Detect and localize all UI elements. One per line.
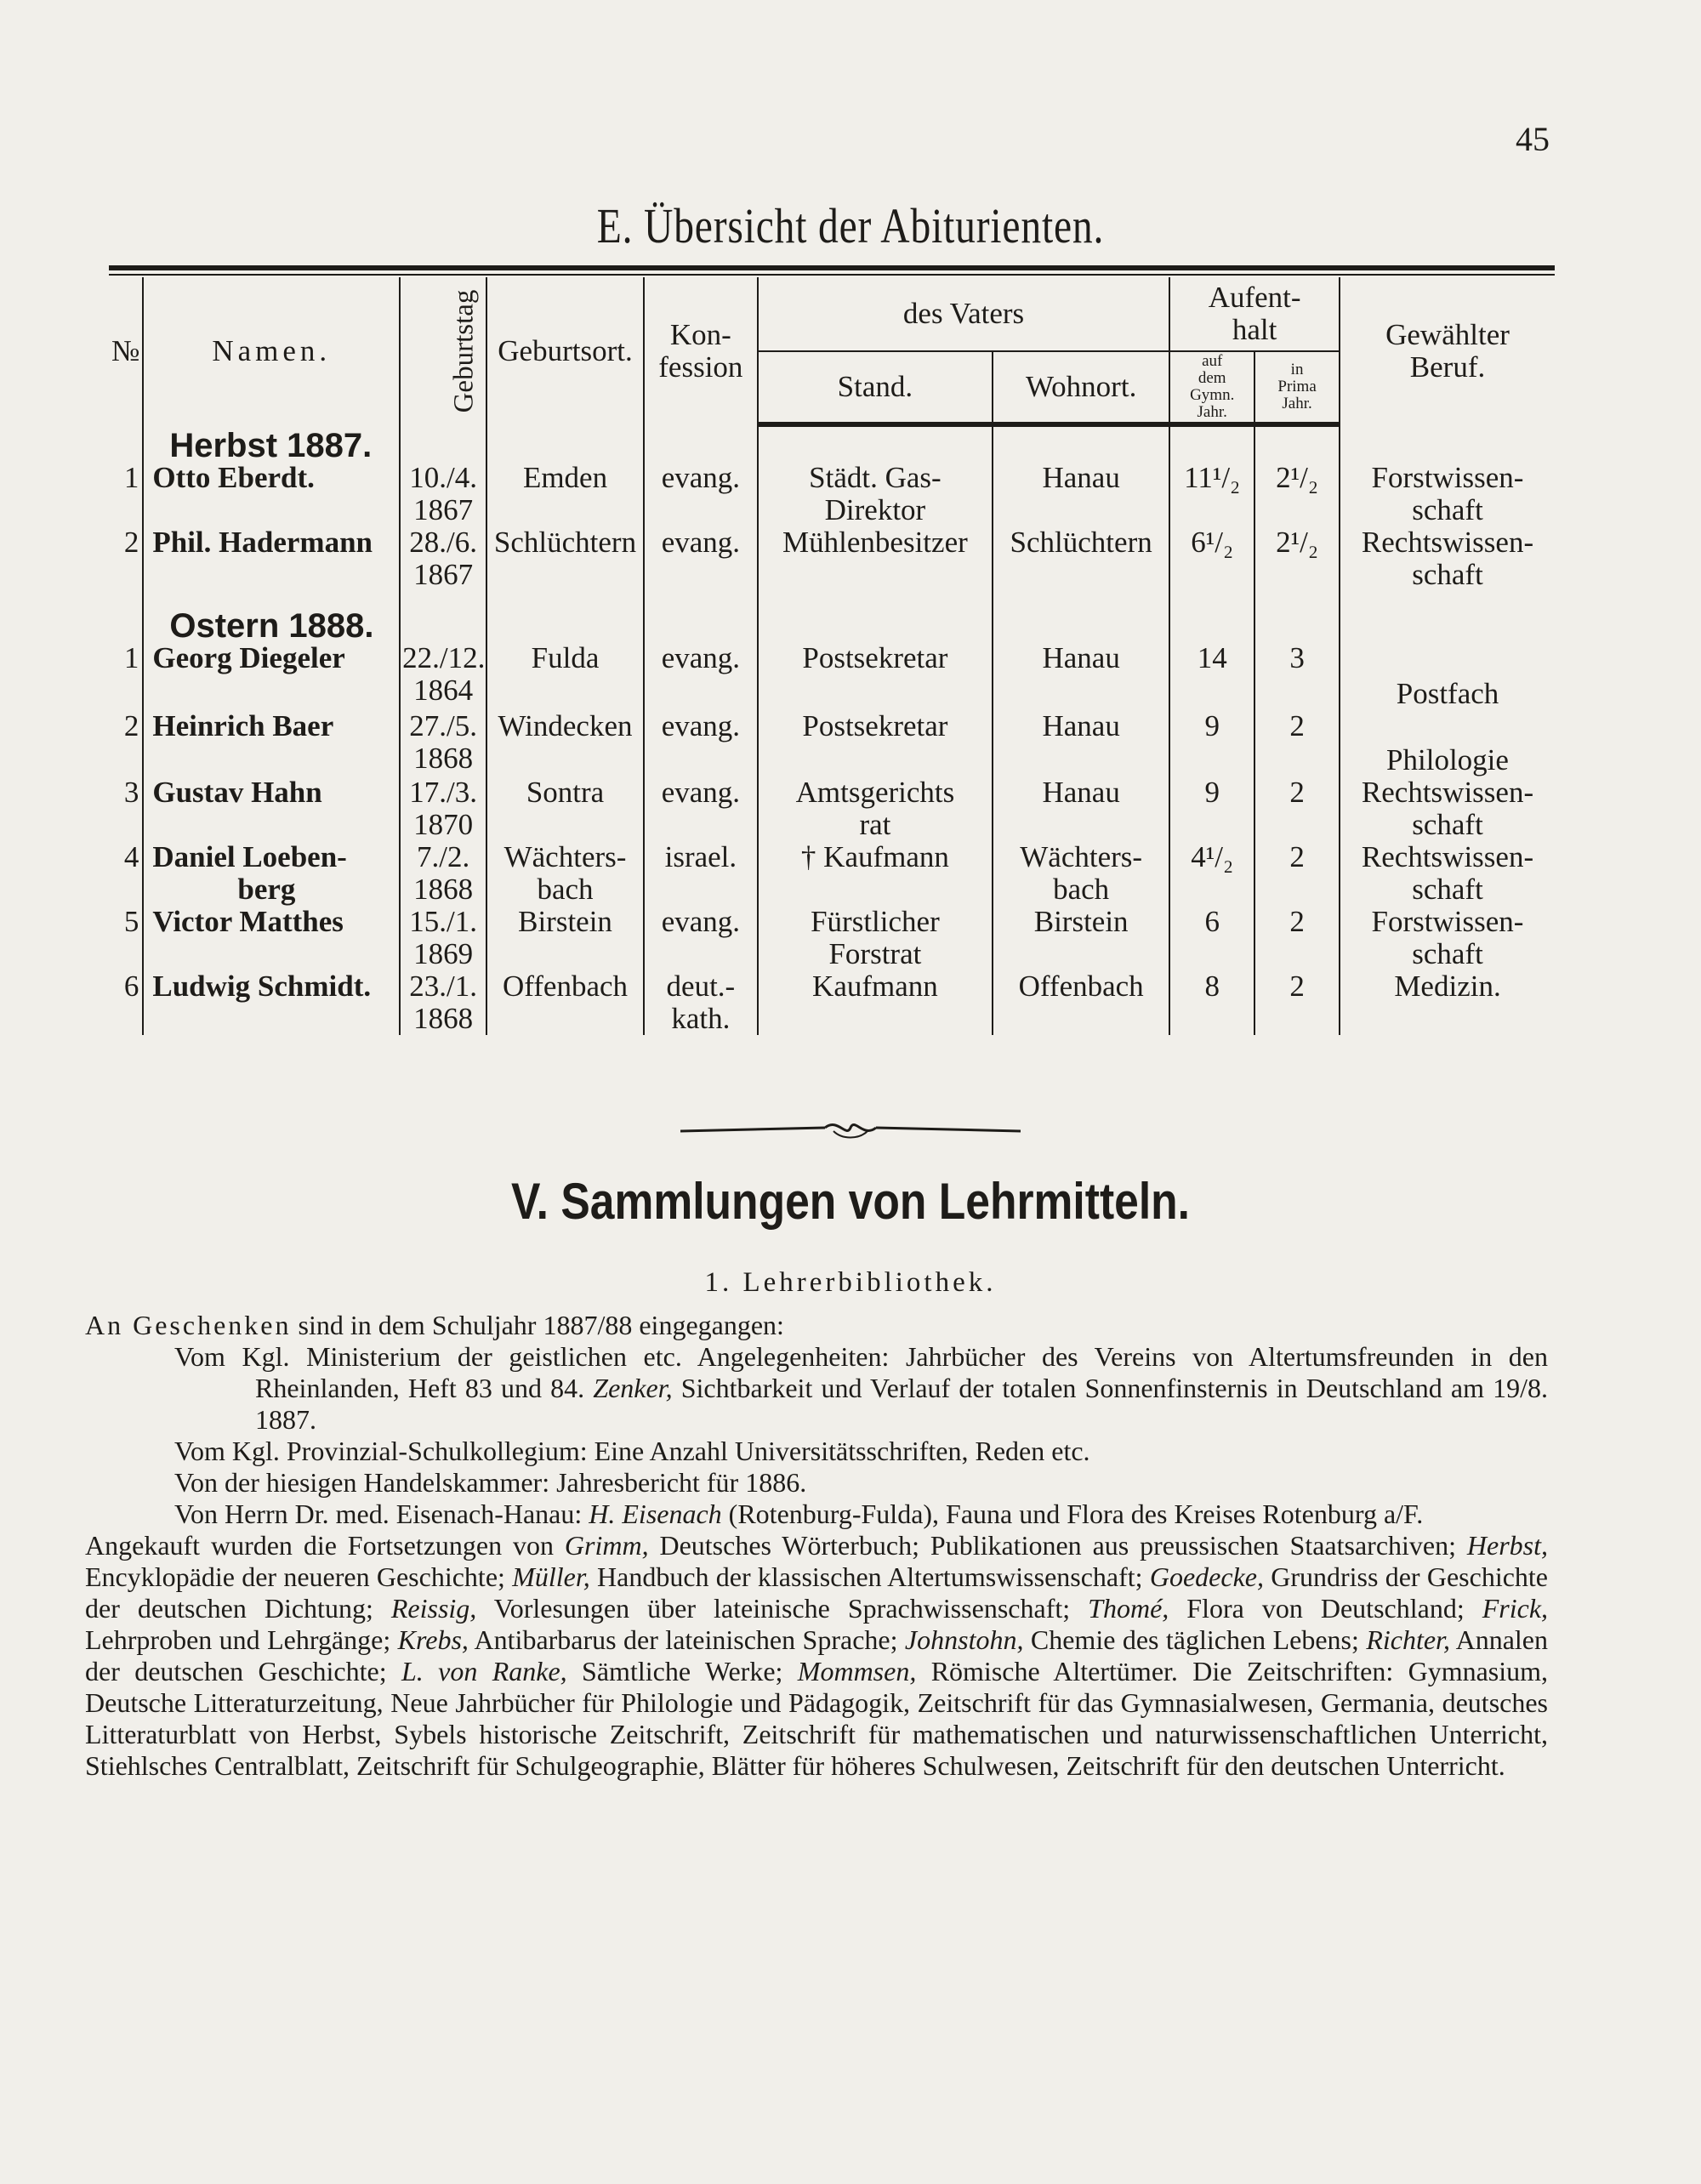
cell-confession: evang. (644, 526, 758, 591)
table-top-rule-thin (109, 274, 1555, 276)
empty-cell (993, 591, 1169, 642)
career-line2: schaft (1412, 493, 1483, 526)
cell-father-stand: Mühlenbesitzer (758, 526, 993, 591)
gift-4-text-b: (Rotenburg-Fulda), Fauna und Flora des Kreises Rotenburg a/F. (721, 1499, 1424, 1529)
cell-stay-prima: 2 (1254, 841, 1340, 906)
purchase-text: Chemie des täglichen Lebens; (1023, 1624, 1367, 1655)
empty-cell (758, 591, 993, 642)
cell-birthday (400, 526, 486, 591)
empty-cell (1254, 424, 1340, 462)
cell-career (1340, 462, 1555, 526)
purchase-author: Müller, (512, 1561, 590, 1592)
birthday-year: 1867 (413, 558, 474, 591)
cell-nr: 6 (123, 970, 139, 1003)
empty-cell (400, 591, 486, 642)
cell-father-wohnort: Hanau (993, 776, 1169, 841)
cell-confession (644, 970, 758, 1035)
header-father: des Vaters (758, 277, 1169, 351)
semester-ostern-nr-cell (109, 591, 143, 642)
cell-stay-gym: 8 (1169, 970, 1254, 1035)
cell-nr: 2 (123, 526, 139, 559)
header-stay (1169, 277, 1340, 351)
table-row (109, 970, 1555, 1035)
purchase-text: Angekauft wurden die Fortsetzungen von (85, 1530, 565, 1561)
empty-cell (1169, 591, 1254, 642)
table-row (109, 710, 1555, 776)
cell-father-stand: Kaufmann (758, 970, 993, 1035)
career-line1: Rechtswissen- (1361, 776, 1534, 809)
cell-father-stand: Postsekretar (758, 710, 993, 776)
career-line1: Rechtswissen- (1361, 526, 1534, 559)
birthday-year: 1868 (413, 1002, 474, 1035)
table-header-row (109, 277, 1555, 351)
header-stay-line2: halt (1232, 313, 1277, 346)
cell-birthday (400, 906, 486, 970)
header-stay-gymnasium (1169, 351, 1254, 424)
table-row (109, 776, 1555, 841)
cell-father-wohnort: Schlüchtern (993, 526, 1169, 591)
gift-4-author: H. Eisenach (589, 1499, 722, 1529)
cell-name (143, 841, 400, 906)
cell-birthplace: Emden (486, 462, 644, 526)
cell-nr: 3 (123, 776, 139, 809)
cell-nr: 1 (123, 641, 139, 674)
header-career-line1: Gewählter (1385, 317, 1510, 351)
purchase-text: Antibarbarus der lateinischen Sprache; (468, 1624, 905, 1655)
cell-name: Otto Eberdt. (143, 462, 400, 526)
cell-father-wohnort: Birstein (993, 906, 1169, 970)
career-line1: Rechtswissen- (1361, 840, 1534, 873)
cell-father-wohnort: Offenbach (993, 970, 1169, 1035)
ornament-line-left (680, 1128, 825, 1131)
empty-cell (1169, 424, 1254, 462)
birthplace-line2: bach (537, 873, 594, 906)
purchase-author: Grimm, (564, 1530, 649, 1561)
career-line1: Forstwissen- (1371, 905, 1524, 938)
stand-line2: rat (859, 808, 891, 841)
header-birthplace: Geburtsort. (486, 277, 644, 424)
stand-line1: Fürstlicher (811, 905, 940, 938)
header-gym-4: Jahr. (1197, 403, 1227, 421)
ornament-flourish-lower (833, 1131, 868, 1138)
gift-eisenach (85, 1499, 1548, 1530)
wohnort-line1: Wächters- (1020, 840, 1143, 873)
purchase-author: Frick, (1482, 1593, 1549, 1624)
birthday-year: 1864 (413, 674, 474, 707)
header-gym-3: Gymn. (1190, 386, 1235, 404)
page-number: 45 (1516, 120, 1550, 158)
cell-career (1340, 526, 1555, 591)
purchase-text: Römische Altertümer. Die Zeitschriften: Gymnasium, Deutsche Litteraturzeitung, Neue Jahrbücher für Philologie und Pädagogik, Zeitschrift für das Gymnasialwesen, Germania, deutsches Litteraturblatt von Herbst, Sybels historische Zeitschrift, Zeitschrift für mathematischen und naturwissenschaftlichen Unterricht, Stiehlsches Centralblatt, Zeitschrift für Schulgeographie, Blätter für höheres Schulwesen, Zeitschrift für den deutschen Unterricht. (85, 1656, 1549, 1781)
career-line2: schaft (1412, 808, 1483, 841)
header-confession-line1: Kon- (669, 317, 731, 351)
cell-stay-prima: 2 (1254, 710, 1340, 776)
cell-stay-prima: 2 (1254, 906, 1340, 970)
cell-name: Ludwig Schmidt. (143, 970, 400, 1035)
cell-birthplace (486, 841, 644, 906)
cell-father-wohnort: Hanau (993, 462, 1169, 526)
birthday-day: 17./3. (409, 776, 477, 809)
cell-birthplace: Sontra (486, 776, 644, 841)
cell-father-wohnort: Hanau (993, 642, 1169, 710)
semester-herbst-label: Herbst 1887. (143, 424, 400, 462)
cell-father-wohnort: Hanau (993, 710, 1169, 776)
empty-cell (400, 424, 486, 462)
empty-cell (486, 424, 644, 462)
header-birthday-text: Geburtstag (448, 289, 480, 413)
semester-row-ostern (109, 591, 1555, 642)
empty-cell (993, 424, 1169, 462)
cell-stay-gym: 11¹/₂ (1169, 462, 1254, 526)
cell-birthplace: Offenbach (486, 970, 644, 1035)
table-row (109, 462, 1555, 526)
stand-line2: Direktor (824, 493, 926, 526)
gift-handelskammer: Von der hiesigen Handelskammer: Jahresbericht für 1886. (174, 1467, 807, 1498)
section-e-title: E. Übersicht der Abiturienten. (596, 198, 1105, 253)
purchase-author: Mommsen, (797, 1656, 917, 1686)
cell-birthday (400, 970, 486, 1035)
ornament-divider (680, 1116, 1021, 1146)
table-top-rule (109, 265, 1555, 270)
cell-stay-gym: 9 (1169, 776, 1254, 841)
cell-birthday (400, 462, 486, 526)
cell-father-stand: † Kaufmann (758, 841, 993, 906)
stand-line1: Städt. Gas- (809, 461, 942, 494)
cell-stay-prima: 2 (1254, 970, 1340, 1035)
purchase-text: Lehrproben und Lehrgänge; (85, 1624, 398, 1655)
birthday-day: 10./4. (409, 461, 477, 494)
ornament-line-right (876, 1128, 1021, 1131)
purchase-author: Goedecke, (1149, 1561, 1264, 1592)
cell-confession: israel. (644, 841, 758, 906)
cell-nr: 5 (123, 905, 139, 938)
empty-cell (486, 591, 644, 642)
gift-1-author: Zenker, (593, 1373, 673, 1403)
career-line2: schaft (1412, 558, 1483, 591)
purchase-text: Deutsches Wörterbuch; Publikationen aus preussischen Staatsarchiven; (648, 1530, 1467, 1561)
cell-stay-gym: 6 (1169, 906, 1254, 970)
birthday-year: 1868 (413, 742, 474, 775)
header-nr: № (111, 333, 140, 367)
cell-stay-gym: 9 (1169, 710, 1254, 776)
header-birthday (400, 277, 486, 424)
purchase-text: Annalen der deutschen Geschichte; (85, 1624, 1549, 1686)
cell-stay-gym: 4¹/₂ (1169, 841, 1254, 906)
intro-emphasis: An Geschenken (85, 1310, 292, 1340)
header-prima-2: Prima (1277, 378, 1317, 395)
stand-line1: Amtsgerichts (795, 776, 955, 809)
cell-name: Georg Diegeler (143, 642, 400, 710)
empty-cell (1340, 424, 1555, 462)
cell-nr: 1 (123, 461, 139, 494)
header-stay-prima (1254, 351, 1340, 424)
cell-birthplace: Birstein (486, 906, 644, 970)
semester-ostern-label: Ostern 1888. (143, 591, 400, 642)
gift-4-text-a: Von Herrn Dr. med. Eisenach-Hanau: (174, 1499, 589, 1529)
cell-birthplace: Schlüchtern (486, 526, 644, 591)
purchase-text: Grundriss der Geschichte der deutschen Dichtung; (85, 1561, 1549, 1624)
purchase-author: Krebs, (397, 1624, 469, 1655)
confession-line2: kath. (671, 1002, 731, 1035)
career-line2: schaft (1412, 873, 1483, 906)
header-father-stand: Stand. (758, 351, 993, 424)
table-body (109, 424, 1555, 1035)
empty-cell (1340, 591, 1555, 642)
purchase-text: Sämtliche Werke; (566, 1656, 798, 1686)
empty-cell (644, 424, 758, 462)
cell-career (1340, 906, 1555, 970)
birthday-day: 23./1. (409, 970, 477, 1003)
cell-name: Victor Matthes (143, 906, 400, 970)
cell-father-stand (758, 462, 993, 526)
purchase-text: Encyklopädie der neueren Geschichte; (85, 1561, 513, 1592)
cell-birthday (400, 776, 486, 841)
cell-confession: evang. (644, 462, 758, 526)
cell-career: Postfach (1340, 642, 1555, 710)
purchase-author: Johnstohn, (904, 1624, 1024, 1655)
header-prima-3: Jahr. (1282, 395, 1312, 412)
cell-father-wohnort (993, 841, 1169, 906)
wohnort-line2: bach (1053, 873, 1110, 906)
cell-birthplace: Fulda (486, 642, 644, 710)
cell-birthday (400, 642, 486, 710)
cell-confession: evang. (644, 642, 758, 710)
purchase-text: Flora von Deutschland; (1169, 1593, 1482, 1624)
header-career (1340, 277, 1555, 424)
purchase-author: Thomé, (1088, 1593, 1169, 1624)
purchase-paragraph (85, 1530, 1548, 1782)
table-row (109, 642, 1555, 710)
cell-confession: evang. (644, 906, 758, 970)
purchase-author: Reissig, (390, 1593, 477, 1624)
header-confession (644, 277, 758, 424)
cell-stay-gym: 14 (1169, 642, 1254, 710)
cell-father-stand: Postsekretar (758, 642, 993, 710)
intro-paragraph (85, 1310, 1548, 1341)
purchase-text: Vorlesungen über lateinische Sprachwissenschaft; (476, 1593, 1089, 1624)
table-row (109, 841, 1555, 906)
stand-line2: Forstrat (828, 937, 922, 970)
cell-stay-gym: 6¹/₂ (1169, 526, 1254, 591)
cell-confession: evang. (644, 710, 758, 776)
header-stay-line1: Aufent- (1208, 281, 1301, 314)
abiturienten-table (109, 277, 1555, 1035)
header-gym-1: auf (1202, 352, 1223, 370)
cell-nr: 4 (123, 840, 139, 873)
cell-career: Philologie (1340, 710, 1555, 776)
purchase-text: Handbuch der klassischen Altertumswissenschaft; (589, 1561, 1150, 1592)
header-name: Namen. (143, 277, 400, 424)
purchase-author: L. von Ranke, (401, 1656, 567, 1686)
cell-father-stand (758, 776, 993, 841)
cell-name: Phil. Hadermann (143, 526, 400, 591)
birthday-day: 7./2. (416, 840, 470, 873)
empty-cell (1254, 591, 1340, 642)
birthday-day: 22./12. (402, 641, 486, 674)
cell-stay-prima: 2 (1254, 776, 1340, 841)
birthday-year: 1868 (413, 873, 474, 906)
table-row (109, 906, 1555, 970)
header-prima-1: in (1290, 361, 1304, 378)
birthday-day: 27./5. (409, 709, 477, 742)
header-career-line2: Beruf. (1409, 350, 1486, 384)
career-line1: Forstwissen- (1371, 461, 1524, 494)
cell-stay-prima: 3 (1254, 642, 1340, 710)
birthplace-line1: Wächters- (503, 840, 627, 873)
birthday-day: 15./1. (409, 905, 477, 938)
header-gym-2: dem (1198, 369, 1226, 387)
header-confession-line2: fession (658, 350, 743, 384)
birthday-year: 1867 (413, 493, 474, 526)
cell-nr: 2 (123, 709, 139, 742)
name-line1: Daniel Loeben- (152, 840, 347, 873)
semester-herbst-nr-cell (109, 424, 143, 462)
cell-career (1340, 776, 1555, 841)
semester-row-herbst (109, 424, 1555, 462)
name-line2: berg (237, 873, 296, 906)
purchase-author: Herbst, (1466, 1530, 1549, 1561)
birthday-year: 1869 (413, 937, 474, 970)
gift-1-text-a: Vom Kgl. Ministerium der geistlichen etc. Angelegenheiten: Jahrbücher des Vereins von Altertumsfreunden in den Rheinlanden, Heft 83 und 84. (174, 1341, 1548, 1403)
gift-ministerium (85, 1341, 1548, 1436)
table-row (109, 526, 1555, 591)
career-line2: schaft (1412, 937, 1483, 970)
cell-stay-prima: 2¹/₂ (1254, 462, 1340, 526)
cell-name: Gustav Hahn (143, 776, 400, 841)
birthday-year: 1870 (413, 808, 474, 841)
section-v-body (85, 1310, 1548, 1782)
header-father-wohnort: Wohnort. (993, 351, 1169, 424)
purchase-author: Richter, (1366, 1624, 1450, 1655)
cell-stay-prima: 2¹/₂ (1254, 526, 1340, 591)
subsection-title: 1. Lehrerbibliothek. (704, 1267, 997, 1298)
empty-cell (644, 591, 758, 642)
cell-career: Medizin. (1340, 970, 1555, 1035)
cell-name: Heinrich Baer (143, 710, 400, 776)
gift-1-text-b: Sichtbarkeit und Verlauf der totalen Sonnenfinsternis in Deutschland am 19/8. 1887. (255, 1373, 1548, 1435)
confession-line1: deut.- (666, 970, 736, 1003)
cell-father-stand (758, 906, 993, 970)
cell-birthday (400, 841, 486, 906)
cell-career (1340, 841, 1555, 906)
cell-birthplace: Windecken (486, 710, 644, 776)
gift-schulkollegium: Vom Kgl. Provinzial-Schulkollegium: Eine Anzahl Universitätsschriften, Reden etc. (174, 1436, 1090, 1466)
intro-text: sind in dem Schuljahr 1887/88 eingegangen: (291, 1310, 784, 1340)
cell-confession: evang. (644, 776, 758, 841)
ornament-flourish (825, 1125, 876, 1131)
section-v-title: V. Sammlungen von Lehrmitteln. (510, 1173, 1191, 1230)
empty-cell (758, 424, 993, 462)
birthday-day: 28./6. (409, 526, 477, 559)
cell-birthday (400, 710, 486, 776)
